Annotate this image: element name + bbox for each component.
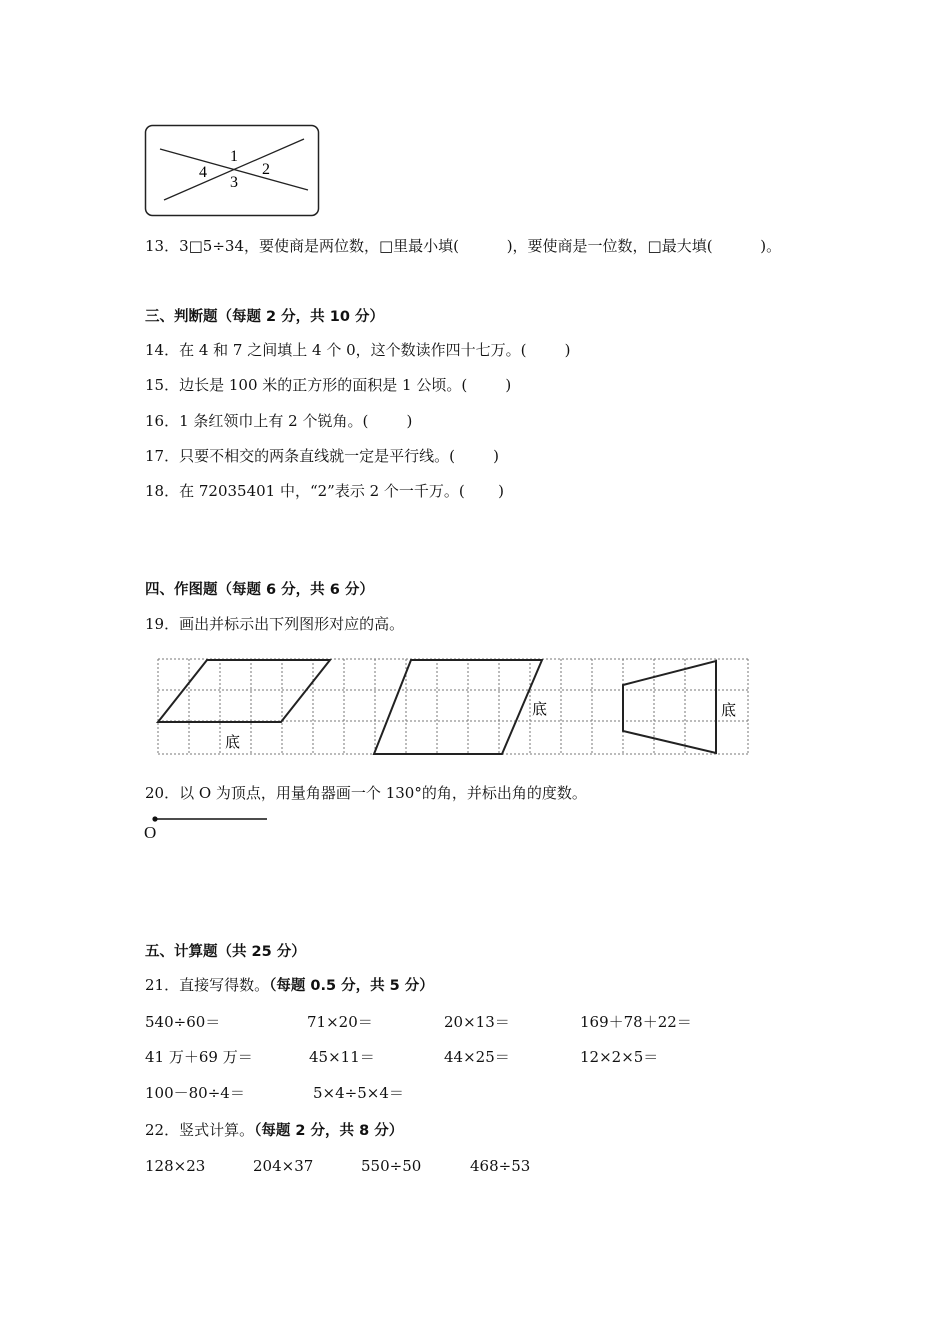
question-18: 18．在 72035401 中，“2”表示 2 个一千万。( )	[145, 482, 505, 500]
intersecting-lines-figure	[144, 124, 322, 219]
question-21-prefix: 21．直接写得数。	[145, 976, 270, 994]
angle-label-2: 2	[262, 161, 270, 178]
calc-item: 41 万＋69 万＝	[145, 1048, 253, 1066]
vertical-calc-item: 204×37	[253, 1157, 314, 1175]
calc-item: 169＋78＋22＝	[580, 1013, 692, 1031]
question-15: 15．边长是 100 米的正方形的面积是 1 公顷。( )	[145, 376, 512, 394]
grid-figure	[150, 655, 756, 761]
calc-item: 71×20＝	[307, 1013, 373, 1031]
question-19: 19．画出并标示出下列图形对应的高。	[145, 615, 405, 633]
vertical-calc-item: 550÷50	[361, 1157, 422, 1175]
calc-item: 540÷60＝	[145, 1013, 221, 1031]
vertical-calc-item: 128×23	[145, 1157, 206, 1175]
calc-item: 45×11＝	[309, 1048, 375, 1066]
question-17: 17．只要不相交的两条直线就一定是平行线。( )	[145, 447, 499, 465]
section-3-heading: 三、判断题（每题 2 分，共 10 分）	[145, 309, 384, 325]
question-22-prefix: 22．竖式计算。	[145, 1121, 255, 1139]
question-20: 20．以 O 为顶点，用量角器画一个 130°的角，并标出角的度数。	[145, 784, 587, 802]
question-21-score: （每题 0.5 分，共 5 分）	[269, 978, 434, 994]
parallelogram-2	[374, 660, 542, 754]
angle-label-1: 1	[230, 148, 238, 165]
parallelogram-1	[158, 660, 330, 722]
base-label-2: 底	[532, 702, 548, 718]
base-label-1: 底	[225, 735, 241, 751]
question-22	[145, 1120, 403, 1141]
section-4-heading: 四、作图题（每题 6 分，共 6 分）	[145, 582, 374, 598]
question-14: 14．在 4 和 7 之间填上 4 个 0，这个数读作四十七万。( )	[145, 341, 571, 359]
vertical-calc-item: 468÷53	[470, 1157, 531, 1175]
calc-item: 44×25＝	[444, 1048, 510, 1066]
calc-item: 20×13＝	[444, 1013, 510, 1031]
trapezoid	[623, 661, 716, 753]
calc-item: 100－80÷4＝	[145, 1084, 245, 1102]
vertex-label-o: O	[144, 823, 157, 842]
question-16: 16．1 条红领巾上有 2 个锐角。( )	[145, 412, 413, 430]
ray-from-o	[148, 813, 272, 825]
angle-label-4: 4	[199, 164, 207, 181]
calc-item: 5×4÷5×4＝	[313, 1084, 404, 1102]
base-label-3: 底	[721, 703, 737, 719]
calc-item: 12×2×5＝	[580, 1048, 659, 1066]
section-5-heading: 五、计算题（共 25 分）	[145, 944, 306, 960]
angle-label-3: 3	[230, 174, 238, 191]
question-13: 13．3□5÷34，要使商是两位数，□里最小填( )，要使商是一位数，□最大填( )。	[145, 237, 782, 255]
question-21	[145, 975, 434, 996]
question-22-score: （每题 2 分，共 8 分）	[254, 1123, 404, 1139]
